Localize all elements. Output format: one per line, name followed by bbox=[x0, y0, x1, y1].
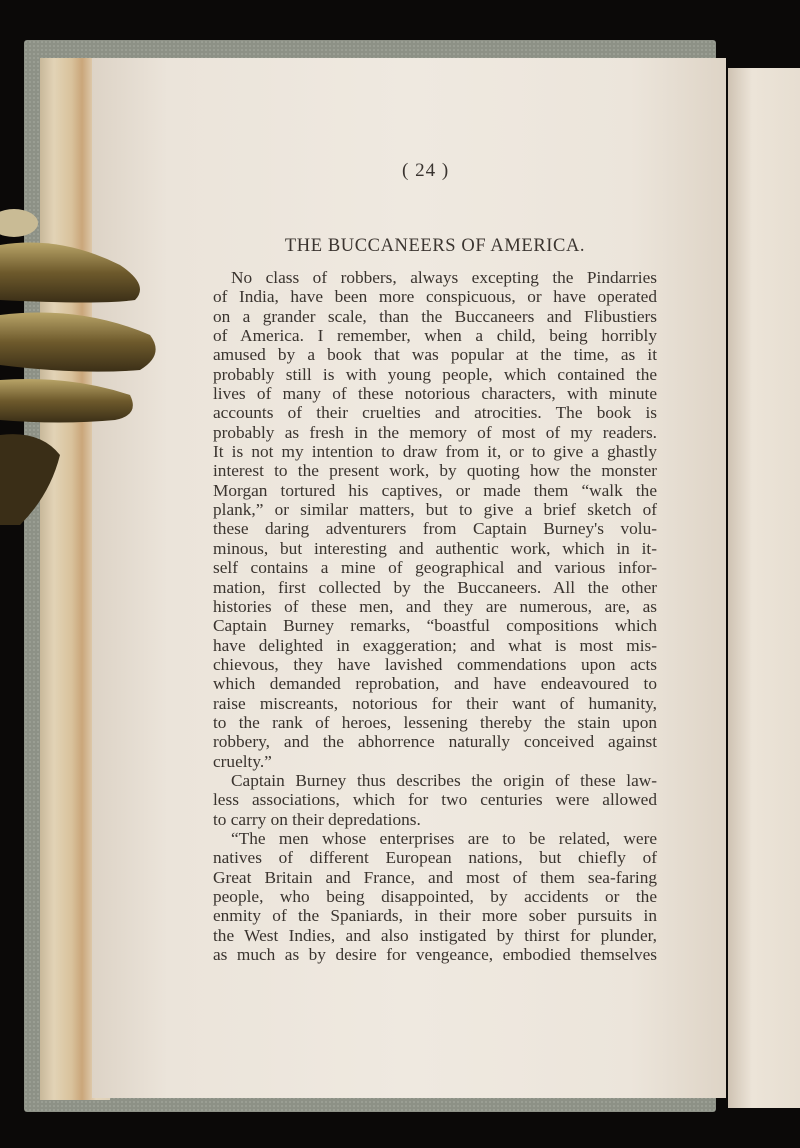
text-line: self contains a mine of geographical and various infor- bbox=[213, 558, 657, 578]
facing-page bbox=[728, 68, 800, 1108]
text-line: of India, have been more conspicuous, or have operated bbox=[213, 287, 657, 307]
text-line: less associations, which for two centuries were allowed bbox=[213, 790, 657, 810]
text-line: probably as fresh in the memory of most of my readers. bbox=[213, 422, 657, 442]
text-line: of America. I remember, when a child, being horribly bbox=[213, 326, 657, 346]
text-line: Captain Burney remarks, “boastful compositions which bbox=[213, 616, 657, 636]
text-line: robbery, and the abhorrence naturally conceived against bbox=[213, 732, 657, 752]
text-line: the West Indies, and also instigated by thirst for plunder, bbox=[213, 925, 657, 945]
gilt-ornament bbox=[0, 205, 160, 530]
body-text bbox=[213, 268, 657, 964]
text-line: plank,” or similar matters, but to give a brief sketch of bbox=[213, 500, 657, 520]
text-line: people, who being disappointed, by accidents or the bbox=[213, 887, 657, 906]
text-line: It is not my intention to draw from it, or to give a ghastly bbox=[213, 442, 657, 462]
text-line: which demanded reprobation, and have endeavoured to bbox=[213, 674, 657, 694]
text-line: Morgan tortured his captives, or made them “walk the bbox=[213, 480, 657, 500]
text-line: Captain Burney thus describes the origin of these law- bbox=[231, 770, 657, 790]
text-line: natives of different European nations, but chiefly of bbox=[213, 848, 657, 868]
text-line: on a grander scale, than the Buccaneers and Flibustiers bbox=[213, 306, 657, 326]
text-line: mation, first collected by the Buccaneers. All the other bbox=[213, 577, 657, 597]
text-line: accounts of their cruelties and atrocities. The book is bbox=[213, 403, 657, 423]
page-number: ( 24 ) bbox=[402, 160, 450, 181]
text-line: chievous, they have lavished commendations upon acts bbox=[213, 654, 657, 674]
text-line: to the rank of heroes, lessening thereby the stain upon bbox=[213, 712, 657, 732]
chapter-heading: THE BUCCANEERS OF AMERICA. bbox=[284, 236, 586, 256]
text-line: enmity of the Spaniards, in their more sober pursuits in bbox=[213, 906, 657, 926]
text-line: minous, but interesting and authentic work, which in it- bbox=[213, 538, 657, 558]
text-line: histories of these men, and they are numerous, are, as bbox=[213, 596, 657, 616]
text-line: No class of robbers, always excepting the Pindarries bbox=[231, 268, 657, 287]
text-line: these daring adventurers from Captain Burney's volu- bbox=[213, 519, 657, 539]
text-line: cruelty.” bbox=[213, 751, 272, 771]
text-line: Great Britain and France, and most of them sea-faring bbox=[213, 867, 657, 887]
text-line: amused by a book that was popular at the time, as it bbox=[213, 345, 657, 365]
text-line: “The men whose enterprises are to be related, were bbox=[231, 828, 657, 848]
text-line: lives of many of these notorious characters, with minute bbox=[213, 384, 657, 404]
text-line: to carry on their depredations. bbox=[213, 809, 421, 829]
text-line: probably still is with young people, which contained the bbox=[213, 364, 657, 384]
text-line: raise miscreants, notorious for their want of humanity, bbox=[213, 693, 657, 713]
text-line: have delighted in exaggeration; and what is most mis- bbox=[213, 635, 657, 655]
text-line: interest to the present work, by quoting how the monster bbox=[213, 461, 657, 481]
text-line: as much as by desire for vengeance, embodied themselves bbox=[213, 945, 657, 965]
